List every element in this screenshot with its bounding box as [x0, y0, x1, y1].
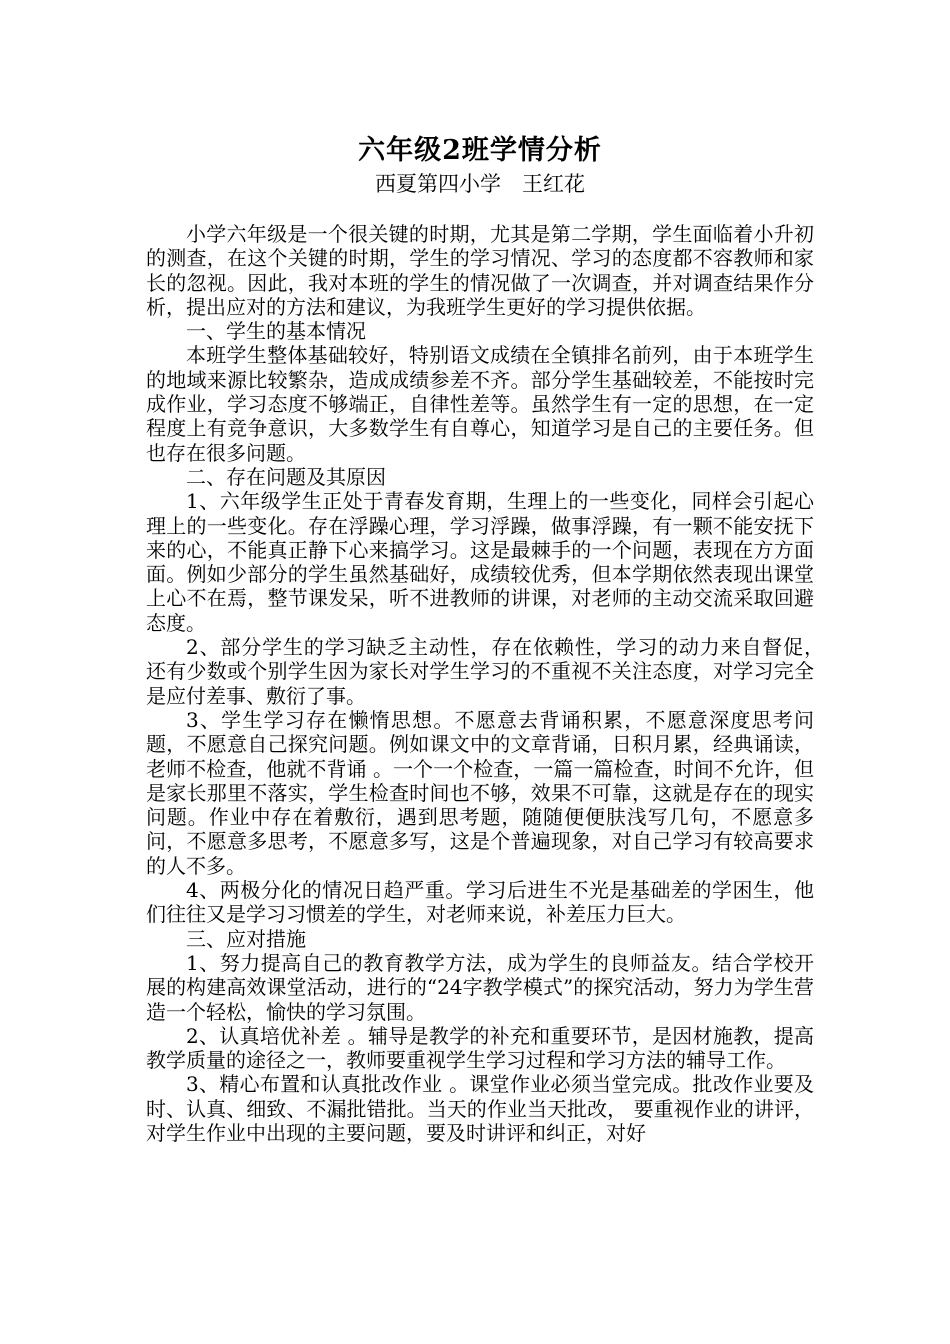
basic-situation-paragraph: 本班学生整体基础较好，特别语文成绩在全镇排名前列，由于本班学生的地域来源比较繁杂，造成成绩参差不齐。部分学生基础较差，不能按时完成作业，学习态度不够端正，自律性差等。虽然学生有一定的思想，在一定程度上有竞争意识，大多数学生有自尊心，知道学习是自己的主要任务。但也存在很多问题。 — [146, 343, 814, 465]
problem-paragraph-2: 2、部分学生的学习缺乏主动性，存在依赖性，学习的动力来自督促， 还有少数或个别学生因为家长对学生学习的不重视不关注态度，对学习完全是应付差事、敷衍了事。 — [146, 635, 834, 708]
measure-paragraph-1: 1、努力提高自己的教育教学方法，成为学生的良师益友。结合学校开展的构建高效课堂活动，进行的“24字教学模式”的探究活动，努力为学生营造一个轻松，愉快的学习氛围。 — [146, 950, 814, 1024]
document-subtitle: 西夏第四小学 王红花 — [375, 172, 585, 196]
intro-paragraph: 小学六年级是一个很关键的时期，尤其是第二学期，学生面临着小升初的测查，在这个关键的时期，学生的学习情况、学习的态度都不容教师和家长的忽视。因此，我对本班的学生的情况做了一次调查，并对调查结果作分析，提出应对的方法和建议，为我班学生更好的学习提供依据。 — [146, 222, 814, 319]
measure-paragraph-3: 3、精心布置和认真批改作业 。课堂作业必须当堂完成。批改作业要及时、认真、细致、不漏批错批。当天的作业当天批改， 要重视作业的讲评，对学生作业中出现的主要问题，要及时讲评和纠正，对好 — [146, 1072, 814, 1145]
document-body — [146, 222, 834, 1145]
problem-paragraph-3: 3、学生学习存在懒惰思想。不愿意去背诵积累，不愿意深度思考问题，不愿意自己探究问题。例如课文中的文章背诵，日积月累，经典诵读，老师不检查，他就不背诵 。一个一个检查，一篇一篇检查，时间不允许，但是家长那里不落实，学生检查时间也不够，效果不可靠，这就是存在的现实问题。作业中存在着敷衍，遇到思考题，随随便便肤浅写几句，不愿意多问，不愿意多思考，不愿意多写，这是个普遍现象，对自己学习有较高要求的人不多。 — [146, 707, 814, 878]
document-page — [146, 132, 834, 1145]
section-heading-3: 三、应对措施 — [186, 926, 306, 951]
section-heading-1: 一、学生的基本情况 — [186, 319, 366, 344]
problem-paragraph-4: 4、两极分化的情况日趋严重。学习后进生不光是基础差的学困生，他们往往又是学习习惯差的学生，对老师来说，补差压力巨大。 — [146, 878, 814, 927]
section-heading-2: 二、存在问题及其原因 — [186, 464, 386, 489]
problem-paragraph-1: 1、六年级学生正处于青春发育期，生理上的一些变化，同样会引起心理上的一些变化。存在浮躁心理，学习浮躁，做事浮躁，有一颗不能安抚下来的心，不能真正静下心来搞学习。这是最棘手的一个问题，表现在方方面面。例如少部分的学生虽然基础好，成绩较优秀，但本学期依然表现出课堂上心不在焉，整节课发呆，听不进教师的讲课，对老师的主动交流采取回避态度。 — [146, 489, 814, 635]
document-title: 六年级2班学情分析 — [358, 135, 602, 166]
measure-paragraph-2: 2、认真培优补差 。辅导是教学的补充和重要环节，是因材施教，提高教学质量的途径之一，教师要重视学生学习过程和学习方法的辅导工作。 — [146, 1023, 814, 1073]
